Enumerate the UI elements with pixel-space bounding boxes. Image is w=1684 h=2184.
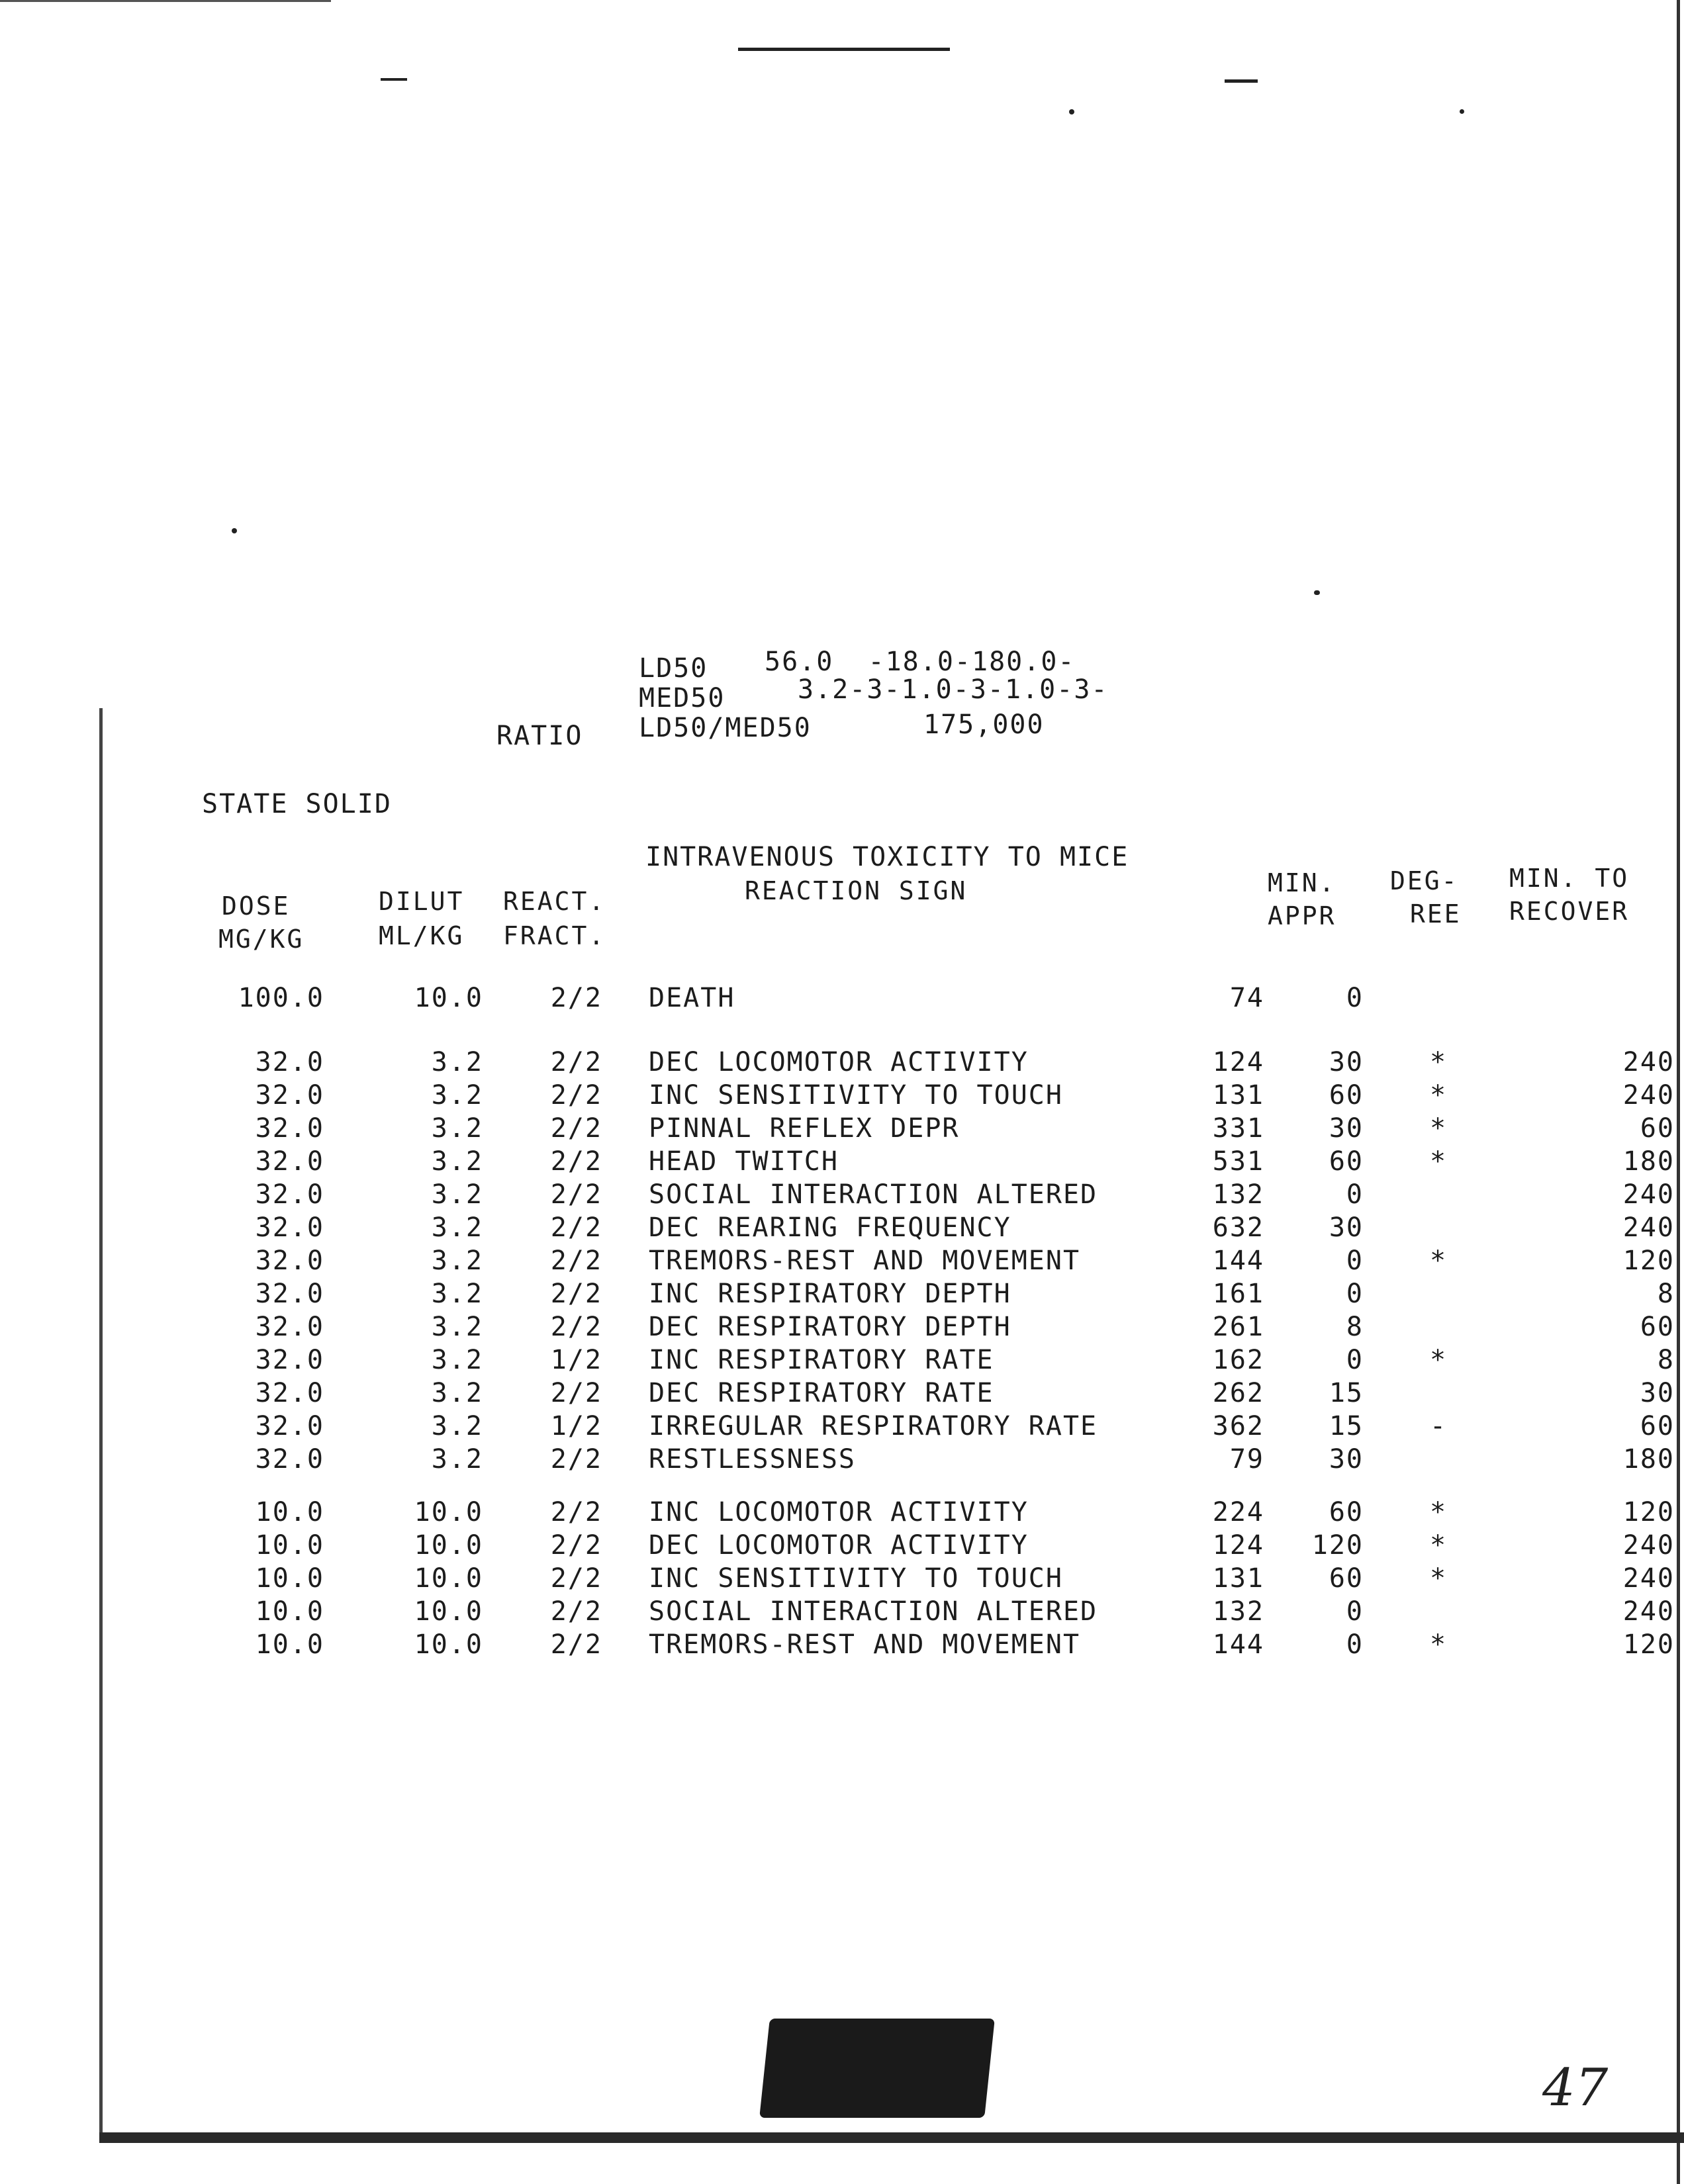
cell-recover: 240 bbox=[1622, 1563, 1675, 1594]
ratio-name: LD50/MED50 bbox=[639, 713, 812, 743]
cell-sign: RESTLESSNESS bbox=[649, 1444, 856, 1475]
cell-sign: HEAD TWITCH bbox=[649, 1146, 839, 1177]
cell-dose: 32.0 bbox=[255, 1312, 324, 1342]
cell-dose: 32.0 bbox=[255, 1113, 324, 1144]
cell-dilut: 3.2 bbox=[431, 1378, 483, 1408]
cell-fract: 2/2 bbox=[550, 1080, 602, 1111]
cell-degree: * bbox=[1430, 1113, 1448, 1144]
cell-recover: 240 bbox=[1622, 1212, 1675, 1243]
cell-code: 161 bbox=[1212, 1279, 1264, 1309]
header-react: REACT. bbox=[503, 887, 606, 916]
cell-dilut: 3.2 bbox=[431, 1312, 483, 1342]
cell-degree: * bbox=[1430, 1080, 1448, 1111]
cell-fract: 2/2 bbox=[550, 1179, 602, 1210]
med50-value: 3.2-3-1.0-3-1.0-3- bbox=[798, 674, 1109, 705]
scan-mark bbox=[1225, 79, 1258, 83]
cell-dilut: 10.0 bbox=[414, 983, 483, 1013]
cell-code: 144 bbox=[1212, 1629, 1264, 1660]
cell-recover: 240 bbox=[1622, 1530, 1675, 1561]
table-row bbox=[0, 1281, 1684, 1314]
scan-edge-bottom bbox=[99, 2132, 1684, 2143]
cell-sign: PINNAL REFLEX DEPR bbox=[649, 1113, 960, 1144]
scan-mark bbox=[1460, 109, 1464, 114]
cell-dose: 10.0 bbox=[255, 1563, 324, 1594]
cell-sign: DEATH bbox=[649, 983, 735, 1013]
cell-code: 132 bbox=[1212, 1596, 1264, 1627]
cell-fract: 2/2 bbox=[550, 1596, 602, 1627]
cell-degree: - bbox=[1430, 1411, 1448, 1441]
cell-recover: 120 bbox=[1622, 1629, 1675, 1660]
cell-dilut: 3.2 bbox=[431, 1080, 483, 1111]
cell-fract: 2/2 bbox=[550, 1146, 602, 1177]
cell-appr: 120 bbox=[1311, 1530, 1364, 1561]
cell-sign: TREMORS-REST AND MOVEMENT bbox=[649, 1246, 1081, 1276]
header-recover-1: MIN. TO bbox=[1509, 864, 1630, 893]
cell-dilut: 3.2 bbox=[431, 1212, 483, 1243]
cell-dilut: 10.0 bbox=[414, 1497, 483, 1527]
cell-sign: TREMORS-REST AND MOVEMENT bbox=[649, 1629, 1081, 1660]
header-degree-2: REE bbox=[1410, 899, 1462, 929]
cell-code: 131 bbox=[1212, 1080, 1264, 1111]
cell-sign: DEC LOCOMOTOR ACTIVITY bbox=[649, 1530, 1029, 1561]
table-row bbox=[0, 1082, 1684, 1115]
cell-sign: DEC LOCOMOTOR ACTIVITY bbox=[649, 1047, 1029, 1077]
header-dilut: DILUT bbox=[379, 887, 465, 916]
cell-recover: 8 bbox=[1657, 1279, 1675, 1309]
cell-appr: 0 bbox=[1346, 1246, 1364, 1276]
header-fract: FRACT. bbox=[503, 921, 606, 950]
table-row bbox=[0, 1380, 1684, 1413]
cell-appr: 30 bbox=[1329, 1444, 1364, 1475]
cell-appr: 15 bbox=[1329, 1411, 1364, 1441]
page-number: 47 bbox=[1542, 2058, 1609, 2118]
cell-sign: DEC RESPIRATORY DEPTH bbox=[649, 1312, 1011, 1342]
cell-dose: 32.0 bbox=[255, 1246, 324, 1276]
state-label: STATE SOLID bbox=[202, 789, 392, 819]
cell-code: 124 bbox=[1212, 1530, 1264, 1561]
cell-degree: * bbox=[1430, 1563, 1448, 1594]
table-row bbox=[0, 1532, 1684, 1565]
cell-degree: * bbox=[1430, 1146, 1448, 1177]
cell-code: 261 bbox=[1212, 1312, 1264, 1342]
ratio-value: 175,000 bbox=[923, 709, 1045, 740]
scan-edge-top bbox=[0, 0, 331, 2]
cell-appr: 60 bbox=[1329, 1080, 1364, 1111]
cell-dose: 32.0 bbox=[255, 1378, 324, 1408]
cell-appr: 0 bbox=[1346, 1179, 1364, 1210]
cell-sign: IRREGULAR RESPIRATORY RATE bbox=[649, 1411, 1098, 1441]
ratio-label: RATIO bbox=[496, 721, 583, 751]
cell-dose: 32.0 bbox=[255, 1345, 324, 1375]
cell-appr: 0 bbox=[1346, 1596, 1364, 1627]
table-row bbox=[0, 1499, 1684, 1532]
cell-code: 79 bbox=[1229, 1444, 1264, 1475]
cell-fract: 2/2 bbox=[550, 1563, 602, 1594]
table-row bbox=[0, 1148, 1684, 1181]
cell-recover: 180 bbox=[1622, 1146, 1675, 1177]
cell-appr: 30 bbox=[1329, 1047, 1364, 1077]
cell-degree: * bbox=[1430, 1497, 1448, 1527]
cell-code: 331 bbox=[1212, 1113, 1264, 1144]
table-row bbox=[0, 1598, 1684, 1631]
cell-sign: SOCIAL INTERACTION ALTERED bbox=[649, 1179, 1098, 1210]
header-degree-1: DEG- bbox=[1390, 866, 1459, 895]
cell-fract: 2/2 bbox=[550, 1047, 602, 1077]
cell-dilut: 10.0 bbox=[414, 1629, 483, 1660]
ld50-value: 56.0 -18.0-180.0- bbox=[765, 647, 1076, 677]
cell-dose: 32.0 bbox=[255, 1146, 324, 1177]
cell-fract: 2/2 bbox=[550, 1113, 602, 1144]
cell-dose: 10.0 bbox=[255, 1629, 324, 1660]
med50-label: MED50 bbox=[639, 683, 725, 713]
header-dilut-unit: ML/KG bbox=[379, 921, 465, 950]
cell-recover: 8 bbox=[1657, 1345, 1675, 1375]
cell-code: 144 bbox=[1212, 1246, 1264, 1276]
scan-mark bbox=[381, 78, 407, 81]
cell-dilut: 3.2 bbox=[431, 1179, 483, 1210]
cell-fract: 2/2 bbox=[550, 1444, 602, 1475]
cell-recover: 240 bbox=[1622, 1596, 1675, 1627]
cell-code: 224 bbox=[1212, 1497, 1264, 1527]
cell-dose: 10.0 bbox=[255, 1596, 324, 1627]
table-row bbox=[0, 1214, 1684, 1248]
cell-code: 262 bbox=[1212, 1378, 1264, 1408]
cell-fract: 1/2 bbox=[550, 1345, 602, 1375]
scan-mark bbox=[232, 528, 237, 533]
cell-fract: 2/2 bbox=[550, 1279, 602, 1309]
table-row bbox=[0, 985, 1684, 1018]
cell-appr: 60 bbox=[1329, 1497, 1364, 1527]
cell-appr: 0 bbox=[1346, 1629, 1364, 1660]
cell-appr: 30 bbox=[1329, 1113, 1364, 1144]
cell-recover: 120 bbox=[1622, 1497, 1675, 1527]
cell-dilut: 3.2 bbox=[431, 1146, 483, 1177]
cell-appr: 60 bbox=[1329, 1563, 1364, 1594]
scan-mark bbox=[1069, 109, 1074, 114]
cell-dilut: 3.2 bbox=[431, 1444, 483, 1475]
cell-dose: 32.0 bbox=[255, 1047, 324, 1077]
cell-dose: 32.0 bbox=[255, 1279, 324, 1309]
cell-code: 632 bbox=[1212, 1212, 1264, 1243]
header-reaction-sign: REACTION SIGN bbox=[745, 876, 968, 905]
table-title: INTRAVENOUS TOXICITY TO MICE bbox=[645, 842, 1129, 872]
cell-sign: INC RESPIRATORY RATE bbox=[649, 1345, 994, 1375]
cell-degree: * bbox=[1430, 1530, 1448, 1561]
cell-code: 132 bbox=[1212, 1179, 1264, 1210]
cell-fract: 2/2 bbox=[550, 1629, 602, 1660]
cell-code: 74 bbox=[1229, 983, 1264, 1013]
cell-code: 362 bbox=[1212, 1411, 1264, 1441]
cell-fract: 2/2 bbox=[550, 983, 602, 1013]
header-min-appr-2: APPR bbox=[1268, 901, 1336, 931]
table-row bbox=[0, 1049, 1684, 1082]
cell-fract: 2/2 bbox=[550, 1246, 602, 1276]
cell-dose: 32.0 bbox=[255, 1179, 324, 1210]
redaction-smudge bbox=[759, 2019, 995, 2118]
cell-dose: 32.0 bbox=[255, 1411, 324, 1441]
cell-code: 124 bbox=[1212, 1047, 1264, 1077]
cell-sign: INC RESPIRATORY DEPTH bbox=[649, 1279, 1011, 1309]
cell-sign: INC SENSITIVITY TO TOUCH bbox=[649, 1563, 1063, 1594]
header-recover-2: RECOVER bbox=[1509, 897, 1630, 926]
cell-dose: 32.0 bbox=[255, 1444, 324, 1475]
cell-dilut: 3.2 bbox=[431, 1047, 483, 1077]
cell-appr: 30 bbox=[1329, 1212, 1364, 1243]
cell-code: 531 bbox=[1212, 1146, 1264, 1177]
table-row bbox=[0, 1631, 1684, 1664]
cell-dilut: 3.2 bbox=[431, 1345, 483, 1375]
table-row bbox=[0, 1347, 1684, 1380]
cell-code: 131 bbox=[1212, 1563, 1264, 1594]
cell-appr: 0 bbox=[1346, 983, 1364, 1013]
cell-appr: 60 bbox=[1329, 1146, 1364, 1177]
cell-sign: SOCIAL INTERACTION ALTERED bbox=[649, 1596, 1098, 1627]
cell-dilut: 3.2 bbox=[431, 1411, 483, 1441]
cell-recover: 180 bbox=[1622, 1444, 1675, 1475]
cell-degree: * bbox=[1430, 1345, 1448, 1375]
scan-mark bbox=[738, 48, 950, 51]
header-min-appr-1: MIN. bbox=[1268, 868, 1336, 897]
cell-fract: 2/2 bbox=[550, 1212, 602, 1243]
cell-fract: 2/2 bbox=[550, 1378, 602, 1408]
cell-sign: DEC RESPIRATORY RATE bbox=[649, 1378, 994, 1408]
cell-dose: 32.0 bbox=[255, 1080, 324, 1111]
cell-recover: 60 bbox=[1640, 1411, 1675, 1441]
cell-dilut: 10.0 bbox=[414, 1530, 483, 1561]
table-row bbox=[0, 1181, 1684, 1214]
cell-sign: DEC REARING FREQUENCY bbox=[649, 1212, 1011, 1243]
table-row bbox=[0, 1565, 1684, 1598]
table-row bbox=[0, 1446, 1684, 1479]
cell-recover: 240 bbox=[1622, 1080, 1675, 1111]
header-dose-unit: MG/KG bbox=[218, 925, 304, 954]
cell-recover: 120 bbox=[1622, 1246, 1675, 1276]
cell-recover: 60 bbox=[1640, 1312, 1675, 1342]
cell-dose: 32.0 bbox=[255, 1212, 324, 1243]
cell-recover: 30 bbox=[1640, 1378, 1675, 1408]
cell-dose: 10.0 bbox=[255, 1530, 324, 1561]
cell-dilut: 10.0 bbox=[414, 1596, 483, 1627]
cell-sign: INC SENSITIVITY TO TOUCH bbox=[649, 1080, 1063, 1111]
cell-recover: 240 bbox=[1622, 1047, 1675, 1077]
cell-degree: * bbox=[1430, 1047, 1448, 1077]
cell-dilut: 10.0 bbox=[414, 1563, 483, 1594]
cell-recover: 240 bbox=[1622, 1179, 1675, 1210]
cell-degree: * bbox=[1430, 1629, 1448, 1660]
ld50-label: LD50 bbox=[639, 653, 708, 684]
cell-fract: 2/2 bbox=[550, 1530, 602, 1561]
cell-degree: * bbox=[1430, 1246, 1448, 1276]
header-dose: DOSE bbox=[222, 891, 291, 921]
cell-sign: INC LOCOMOTOR ACTIVITY bbox=[649, 1497, 1029, 1527]
scan-mark bbox=[1314, 590, 1320, 595]
cell-appr: 0 bbox=[1346, 1345, 1364, 1375]
cell-dilut: 3.2 bbox=[431, 1113, 483, 1144]
table-row bbox=[0, 1413, 1684, 1446]
cell-dilut: 3.2 bbox=[431, 1246, 483, 1276]
cell-appr: 0 bbox=[1346, 1279, 1364, 1309]
cell-appr: 15 bbox=[1329, 1378, 1364, 1408]
cell-fract: 2/2 bbox=[550, 1497, 602, 1527]
cell-code: 162 bbox=[1212, 1345, 1264, 1375]
table-row bbox=[0, 1115, 1684, 1148]
table-row bbox=[0, 1248, 1684, 1281]
cell-fract: 2/2 bbox=[550, 1312, 602, 1342]
cell-appr: 8 bbox=[1346, 1312, 1364, 1342]
cell-dose: 10.0 bbox=[255, 1497, 324, 1527]
table-row bbox=[0, 1314, 1684, 1347]
cell-dose: 100.0 bbox=[238, 983, 324, 1013]
cell-fract: 1/2 bbox=[550, 1411, 602, 1441]
cell-dilut: 3.2 bbox=[431, 1279, 483, 1309]
cell-recover: 60 bbox=[1640, 1113, 1675, 1144]
